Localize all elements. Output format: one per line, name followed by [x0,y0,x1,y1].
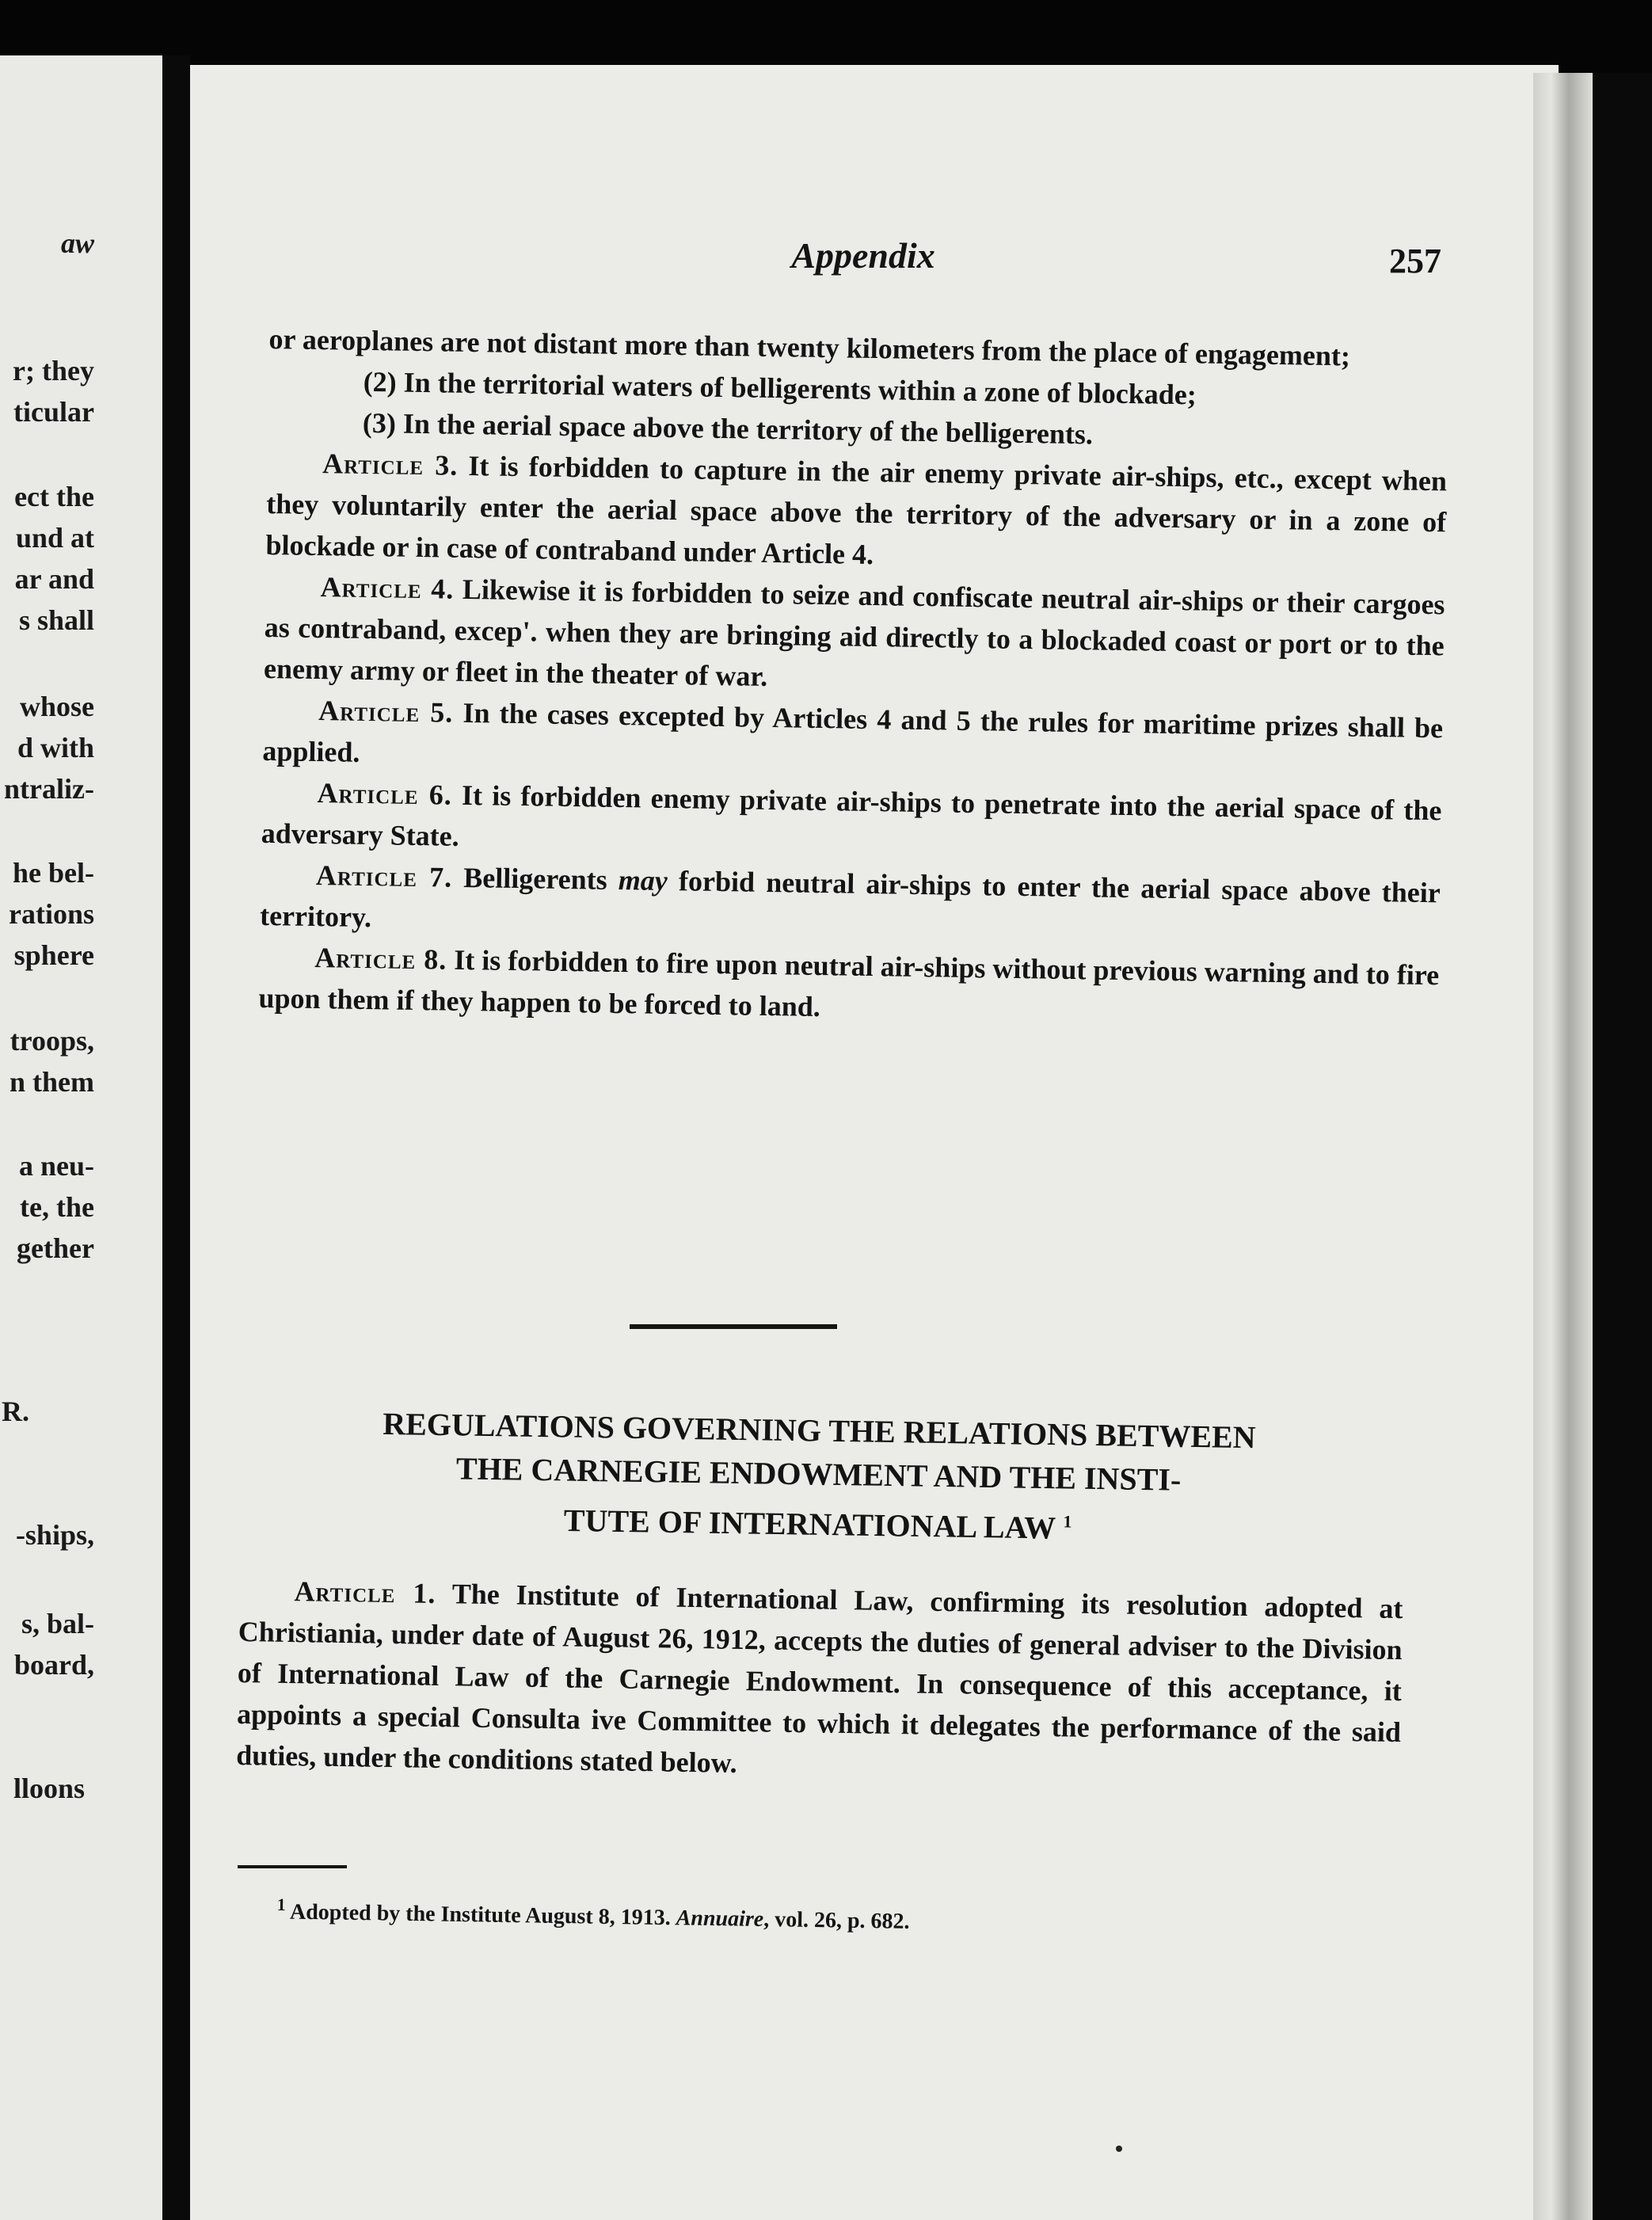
book-gutter [162,55,190,2220]
page-edges [1533,73,1593,2220]
paragraph: or aeroplanes are not distant more than twenty kilometers from the place of engagement; [268,322,1351,372]
ink-spot [1116,2146,1122,2152]
footnote [276,1891,1228,1941]
article-text: It is forbidden to fire upon neutral air-ships without previous warning and to fire upon them if they happen to be forced to land. [258,943,1440,1023]
scan-background [1593,73,1652,2220]
article-label: Article 8. [314,942,447,976]
left-fragment: -ships, [15,1519,94,1551]
article-label: Article 7. [315,859,453,893]
article-text: Likewise it is forbidden to seize and confiscate neutral air-ships or their cargoes as contraband, excep'. when they are bringing aid directly to a blockaded coast or port or to the enemy army or fleet in the theater of war. [263,573,1445,692]
left-fragment: he bel- [13,857,94,889]
article-label: Article 1. [294,1575,436,1609]
left-fragment: rations [9,898,94,930]
article-1 [236,1570,1403,1794]
article-text: It is forbidden to capture in the air enemy private air-ships, etc., except when they voluntarily enter the aerial space above the territory of the adversary or in a zone of blockade or in case of contraband under Article 4. [265,449,1448,571]
left-fragment: R. [2,1396,29,1427]
article-text: forbid neutral air-ships to enter the aerial space above their territory. [259,864,1441,934]
left-fragment: und at [15,522,94,554]
article-text: It is forbidden enemy private air-ships to penetrate into the aerial space of the adversary State. [261,779,1442,852]
left-fragment: r; they [13,355,94,387]
section-divider [630,1324,837,1329]
left-fragment: gether [17,1232,94,1264]
heading-line: THE CARNEGIE ENDOWMENT AND THE INSTI- [455,1450,1182,1498]
article-text: In the cases excepted by Articles 4 and 5 the rules for maritime prizes shall be applied. [262,696,1444,768]
footnote-text: , vol. 26, p. 682. [763,1906,910,1934]
left-fragment: aw [60,227,94,259]
left-fragment: d with [17,732,94,763]
left-fragment: s, bal- [21,1608,94,1639]
left-fragment: n them [10,1066,94,1098]
left-fragment: lloons [13,1773,85,1804]
article-label: Article 6. [317,777,453,811]
article-label: Article 5. [318,695,454,729]
section-heading [235,1399,1402,1555]
article-8 [258,936,1439,1037]
page [190,65,1559,2220]
left-fragment: whose [19,691,94,722]
paragraph: (2) In the territorial waters of belligerents within a zone of blockade; [363,365,1197,411]
footnote-rule [238,1865,347,1868]
article-text: The Institute of International Law, confirming its resolution adopted at Christiania, under date of August 26, 1912, accepts the duties of general adviser to the Division of International Law of the Carnegie Endowment. In consequence of this acceptance, it appoints a special Consulta ive Committee to which it delegates the performance of the said duties, under the conditions stated below. [236,1577,1403,1779]
footnote-emphasis: Annuaire [676,1906,764,1932]
paragraph: (3) In the aerial space above the territory of the belligerents. [362,406,1094,451]
paragraph [236,1570,1403,1794]
heading-line: REGULATIONS GOVERNING THE RELATIONS BETWEEN [382,1405,1256,1456]
article-label: Article 4. [320,571,455,605]
article-label: Article 3. [322,447,459,482]
left-fragment: ntraliz- [4,773,94,805]
left-fragment: ect the [14,481,94,512]
heading-line: TUTE OF INTERNATIONAL LAW [563,1502,1056,1546]
previous-page-fragment [0,55,162,2220]
article-4 [264,565,1445,707]
left-fragment: a neu- [18,1150,94,1182]
article-3 [265,442,1447,584]
running-head: Appendix [791,235,935,276]
left-fragment: board, [13,1649,94,1681]
footnote-text: Adopted by the Institute August 8, 1913. [285,1899,676,1931]
left-fragment: sphere [13,939,94,971]
body-text [258,318,1449,1037]
left-fragment: s shall [18,604,94,636]
left-fragment: ticular [13,396,94,428]
left-fragment: troops, [10,1025,94,1057]
article-emphasis: may [618,864,668,897]
article-text: Belligerents [451,861,619,897]
left-fragment: te, the [20,1191,94,1223]
footnote-number: 1 [276,1894,286,1915]
footnote-marker: 1 [1063,1511,1072,1532]
page-number: 257 [1389,242,1441,280]
left-fragment: ar and [14,563,94,595]
